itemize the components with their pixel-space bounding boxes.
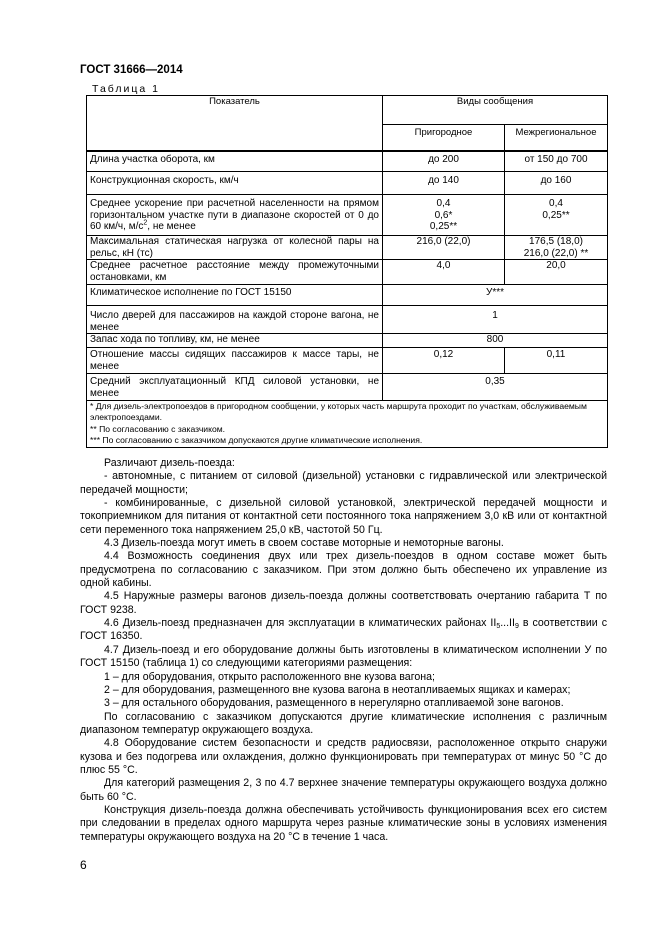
paragraph: 4.8 Оборудование систем безопасности и средств радиосвязи, расположенное открыто снаружи кузова и без подогрева или охлаждения, должно функционировать при температурах от минус 50 °С до плюс 55 °С. bbox=[80, 737, 607, 776]
row-label: Максимальная статическая нагрузка от колесной пары на рельс, кН (тс) bbox=[87, 236, 383, 260]
table-row bbox=[87, 236, 608, 260]
cell-suburban: до 200 bbox=[383, 151, 505, 172]
table-row bbox=[87, 334, 608, 348]
row-label: Среднее расчетное расстояние между промежуточными остановками, км bbox=[87, 260, 383, 284]
specs-table bbox=[86, 95, 608, 448]
paragraph: 4.7 Дизель-поезд и его оборудование должны быть изготовлены в климатическом исполнении У по ГОСТ 15150 (таблица 1) со следующими категориями размещения: bbox=[80, 643, 607, 670]
list-item: 1 – для оборудования, открыто расположенного вне кузова вагона; bbox=[104, 670, 435, 683]
row-label: Длина участка оборота, км bbox=[87, 151, 383, 172]
cell-suburban: 4,0 bbox=[383, 260, 505, 284]
cell-merged: У*** bbox=[383, 284, 608, 305]
header-group: Виды сообщения bbox=[383, 96, 608, 125]
header-suburban: Пригородное bbox=[383, 125, 505, 151]
footnote: *** По согласованию с заказчиком допускаются другие климатические исполнения. bbox=[90, 435, 423, 446]
paragraph: По согласованию с заказчиком допускаются другие климатические исполнения с различным диапазоном температур окружающего воздуха. bbox=[80, 710, 607, 736]
table-row bbox=[87, 284, 608, 305]
list-item: 3 – для остального оборудования, размещенного в нерегулярно отапливаемой зоне вагонов. bbox=[104, 697, 564, 710]
row-label: Число дверей для пассажиров на каждой стороне вагона, не менее bbox=[87, 305, 383, 333]
paragraph: Для категорий размещения 2, 3 по 4.7 верхнее значение температуры окружающего воздуха должно быть 60 °С. bbox=[80, 777, 607, 803]
paragraph: - комбинированные, с дизельной силовой установкой, электрической передачей мощности и токоприемником для питания от контактной сети постоянного тока напряжением 3,0 кВ или от контактной сети переменного тока напряжением 25,0 кВ, частотой 50 Гц. bbox=[80, 497, 607, 536]
cell-interregional: 0,4 0,25** bbox=[505, 195, 608, 236]
cell-suburban: 0,4 0,6* 0,25** bbox=[383, 195, 505, 236]
table-header-row bbox=[87, 96, 608, 125]
table-footnotes bbox=[87, 400, 608, 447]
document-header: ГОСТ 31666—2014 bbox=[80, 64, 183, 76]
paragraph: 4.6 Дизель-поезд предназначен для эксплуатации в климатических районах $II_5...II_9$ в соответствии с ГОСТ 16350. bbox=[80, 617, 608, 643]
cell-suburban: 216,0 (22,0) bbox=[383, 236, 505, 260]
row-label: Средний эксплуатационный КПД силовой установки, не менее bbox=[87, 374, 383, 400]
cell-interregional: от 150 до 700 bbox=[505, 151, 608, 172]
row-label: Отношение массы сидящих пассажиров к массе тары, не менее bbox=[87, 348, 383, 374]
footnote: * Для дизель-электропоездов в пригородном сообщении, у которых часть маршрута проходит по участкам, обслуживаемым электропоездами. bbox=[90, 400, 587, 423]
paragraph: 4.4 Возможность соединения двух или трех дизель-поездов в одном составе может быть предусмотрена по согласованию с заказчиком. При этом должно быть обеспечено их управление из одной кабины. bbox=[80, 550, 607, 590]
cell-interregional: 0,11 bbox=[505, 348, 608, 374]
body-text bbox=[80, 457, 607, 844]
row-label: Запас хода по топливу, км, не менее bbox=[87, 334, 383, 348]
table-row bbox=[87, 305, 608, 333]
cell-interregional: 20,0 bbox=[505, 260, 608, 284]
table-row bbox=[87, 374, 608, 400]
table-row bbox=[87, 172, 608, 195]
table-footnotes-row bbox=[87, 400, 608, 447]
footnote: ** По согласованию с заказчиком. bbox=[90, 423, 226, 434]
table-row bbox=[87, 195, 608, 236]
list-item: 2 – для оборудования, размещенного вне кузова вагона в неотапливаемых ящиках и камерах; bbox=[104, 683, 571, 696]
cell-merged: 800 bbox=[383, 334, 608, 348]
cell-suburban: до 140 bbox=[383, 172, 505, 195]
paragraph: 4.3 Дизель-поезда могут иметь в своем составе моторные и немоторные вагоны. bbox=[104, 537, 504, 550]
paragraph: 4.5 Наружные размеры вагонов дизель-поезда должны соответствовать очертанию габарита Т по ГОСТ 9238. bbox=[80, 590, 607, 616]
page-number: 6 bbox=[80, 858, 87, 872]
paragraph: Конструкция дизель-поезда должна обеспечивать устойчивость функционирования всех его систем при следовании в пределах одного маршрута через разные климатические зоны в условиях изменения температуры окружающего воздуха на 20 °С в течение 1 часа. bbox=[80, 803, 607, 843]
header-indicator: Показатель bbox=[87, 96, 383, 151]
table-container bbox=[86, 95, 607, 448]
row-label: Среднее ускорение при расчетной населенности на прямом горизонтальном участке пути в диапазоне скоростей от 0 до 60 км/ч, $м/с^2$, не менее bbox=[87, 195, 383, 236]
cell-merged: 0,35 bbox=[383, 374, 608, 400]
paragraph: Различают дизель-поезда: bbox=[104, 457, 235, 469]
row-label: Климатическое исполнение по ГОСТ 15150 bbox=[87, 284, 383, 305]
cell-merged: 1 bbox=[383, 305, 608, 333]
cell-suburban: 0,12 bbox=[383, 348, 505, 374]
paragraph: - автономные, с питанием от силовой (дизельной) установки с гидравлической или электрической передачей мощности; bbox=[80, 470, 607, 496]
header-interregional: Межрегиональное bbox=[505, 125, 608, 151]
cell-interregional: 176,5 (18,0) 216,0 (22,0) ** bbox=[505, 236, 608, 260]
table-row bbox=[87, 260, 608, 284]
table-row bbox=[87, 151, 608, 172]
row-label: Конструкционная скорость, км/ч bbox=[87, 172, 383, 195]
table-row bbox=[87, 348, 608, 374]
cell-interregional: до 160 bbox=[505, 172, 608, 195]
table-caption: Таблица 1 bbox=[92, 83, 160, 95]
